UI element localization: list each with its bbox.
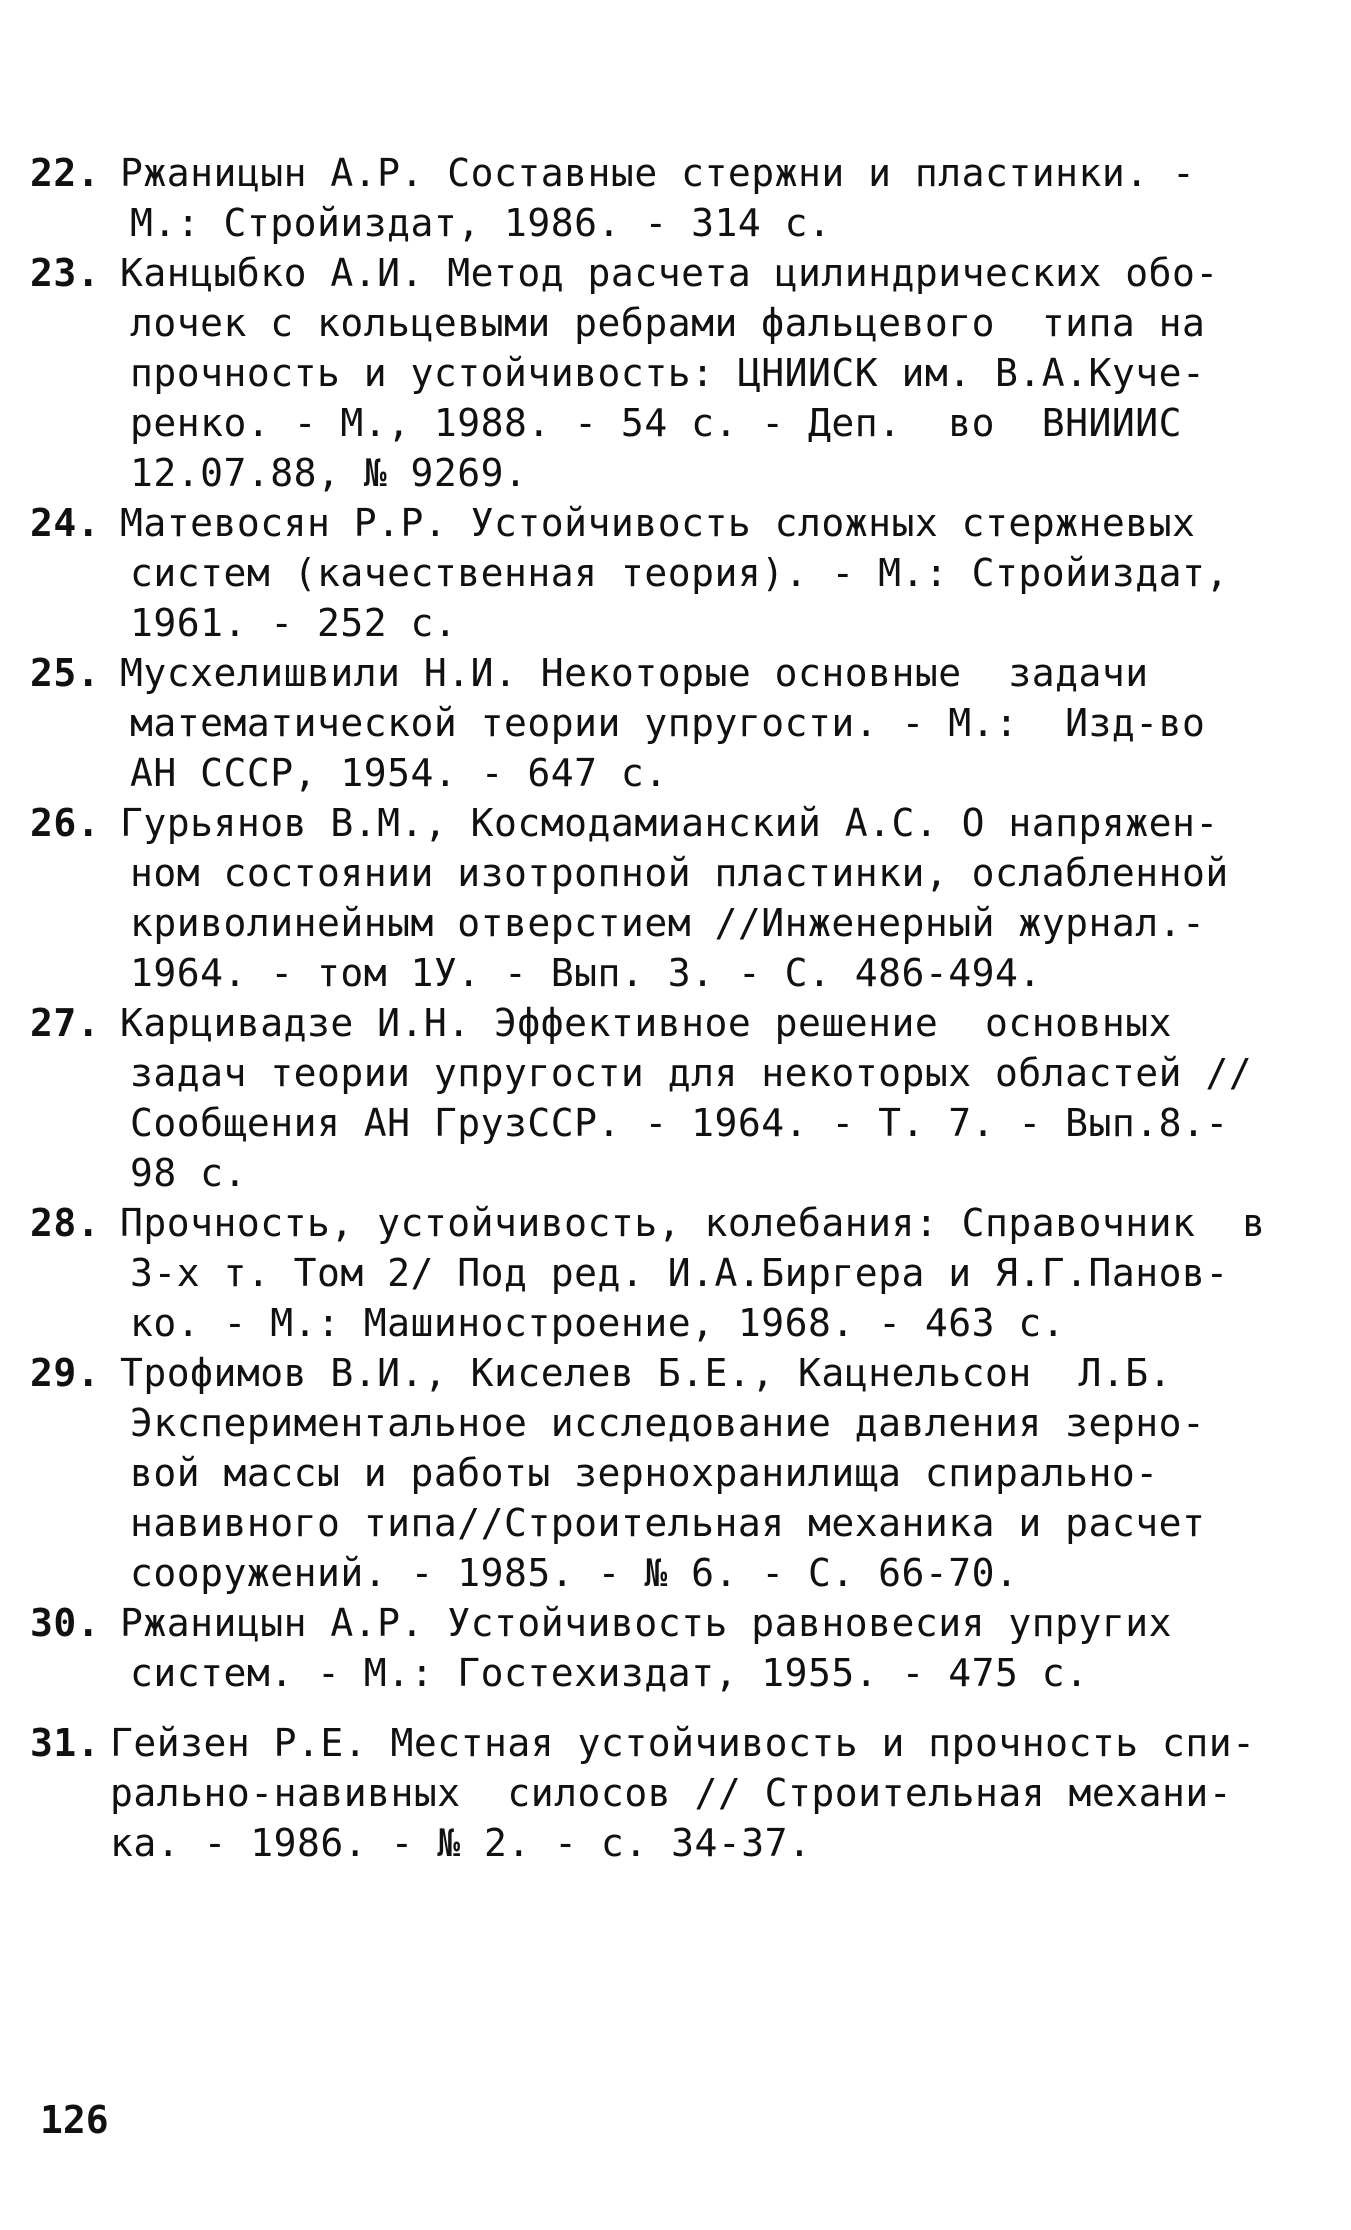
reference-text-line: 98 с. — [130, 1151, 247, 1195]
reference-text-line: Экспериментальное исследование давления зерно- — [130, 1401, 1206, 1445]
reference-text-line: АН СССР, 1954. - 647 с. — [130, 751, 668, 795]
reference-number: 28. — [30, 1201, 101, 1245]
reference-text-line: Ржаницын А.Р. Устойчивость равновесия упругих — [120, 1601, 1173, 1645]
reference-text-line: ном состоянии изотропной пластинки, ослабленной — [130, 851, 1229, 895]
reference-number: 27. — [30, 1001, 101, 1045]
reference-text-line: Мусхелишвили Н.И. Некоторые основные задачи — [120, 651, 1149, 695]
reference-number: 23. — [30, 251, 101, 295]
reference-text-line: рально-навивных силосов // Строительная механи- — [110, 1771, 1233, 1815]
reference-text-line: Прочность, устойчивость, колебания: Справочник в — [120, 1201, 1266, 1245]
reference-number: 30. — [30, 1601, 101, 1645]
reference-text-line: 12.07.88, № 9269. — [130, 451, 528, 495]
reference-text-line: М.: Стройиздат, 1986. - 314 с. — [130, 201, 832, 245]
reference-text-line: Матевосян Р.Р. Устойчивость сложных стержневых — [120, 501, 1196, 545]
reference-number: 31. — [30, 1721, 101, 1765]
reference-number: 22. — [30, 151, 101, 195]
reference-number: 26. — [30, 801, 101, 845]
reference-22 — [30, 148, 1330, 248]
reference-text-line: 1964. - том 1У. - Вып. 3. - С. 486-494. — [130, 951, 1042, 995]
reference-31 — [30, 1718, 1330, 1868]
reference-number: 24. — [30, 501, 101, 545]
reference-text-line: криволинейным отверстием //Инженерный журнал.- — [130, 901, 1206, 945]
reference-30 — [30, 1598, 1330, 1698]
reference-text-line: Трофимов В.И., Киселев Б.Е., Кацнельсон Л.Б. — [120, 1351, 1173, 1395]
reference-text-line: Ржаницын А.Р. Составные стержни и пластинки. - — [120, 151, 1196, 195]
reference-text-line: навивного типа//Строительная механика и расчет — [130, 1501, 1206, 1545]
reference-text-line: ка. - 1986. - № 2. - с. 34-37. — [110, 1821, 812, 1865]
reference-text-line: ко. - М.: Машиностроение, 1968. - 463 с. — [130, 1301, 1066, 1345]
reference-text-line: вой массы и работы зернохранилища спирально- — [130, 1451, 1159, 1495]
reference-text-line: сооружений. - 1985. - № 6. - С. 66-70. — [130, 1551, 1019, 1595]
reference-text-line: систем (качественная теория). - М.: Стройиздат, — [130, 551, 1229, 595]
reference-text-line: математической теории упругости. - М.: Изд-во — [130, 701, 1206, 745]
reference-text-line: задач теории упругости для некоторых областей // — [130, 1051, 1253, 1095]
page-number: 126 — [40, 2098, 109, 2142]
reference-text-line: Сообщения АН ГрузССР. - 1964. - Т. 7. - Вып.8.- — [130, 1101, 1229, 1145]
reference-26 — [30, 798, 1330, 998]
reference-24 — [30, 498, 1330, 648]
reference-23 — [30, 248, 1330, 498]
reference-text-line: Канцыбко А.И. Метод расчета цилиндрических обо- — [120, 251, 1219, 295]
reference-text-line: Гурьянов В.М., Космодамианский А.С. О напряжен- — [120, 801, 1219, 845]
reference-text-line: 3-х т. Том 2/ Под ред. И.А.Биргера и Я.Г.Панов- — [130, 1251, 1229, 1295]
reference-text-line: систем. - М.: Гостехиздат, 1955. - 475 с. — [130, 1651, 1089, 1695]
reference-list — [30, 148, 1330, 1868]
reference-text-line: лочек с кольцевыми ребрами фальцевого типа на — [130, 301, 1206, 345]
reference-text-line: 1961. - 252 с. — [130, 601, 458, 645]
reference-text-line: Гейзен Р.Е. Местная устойчивость и прочность спи- — [110, 1721, 1256, 1765]
reference-text-line: ренко. - М., 1988. - 54 с. - Деп. во ВНИИИС — [130, 401, 1183, 445]
reference-number: 29. — [30, 1351, 101, 1395]
reference-25 — [30, 648, 1330, 798]
reference-29 — [30, 1348, 1330, 1598]
reference-27 — [30, 998, 1330, 1198]
reference-28 — [30, 1198, 1330, 1348]
reference-number: 25. — [30, 651, 101, 695]
reference-text-line: прочность и устойчивость: ЦНИИСК им. В.А.Куче- — [130, 351, 1206, 395]
reference-text-line: Карцивадзе И.Н. Эффективное решение основных — [120, 1001, 1173, 1045]
